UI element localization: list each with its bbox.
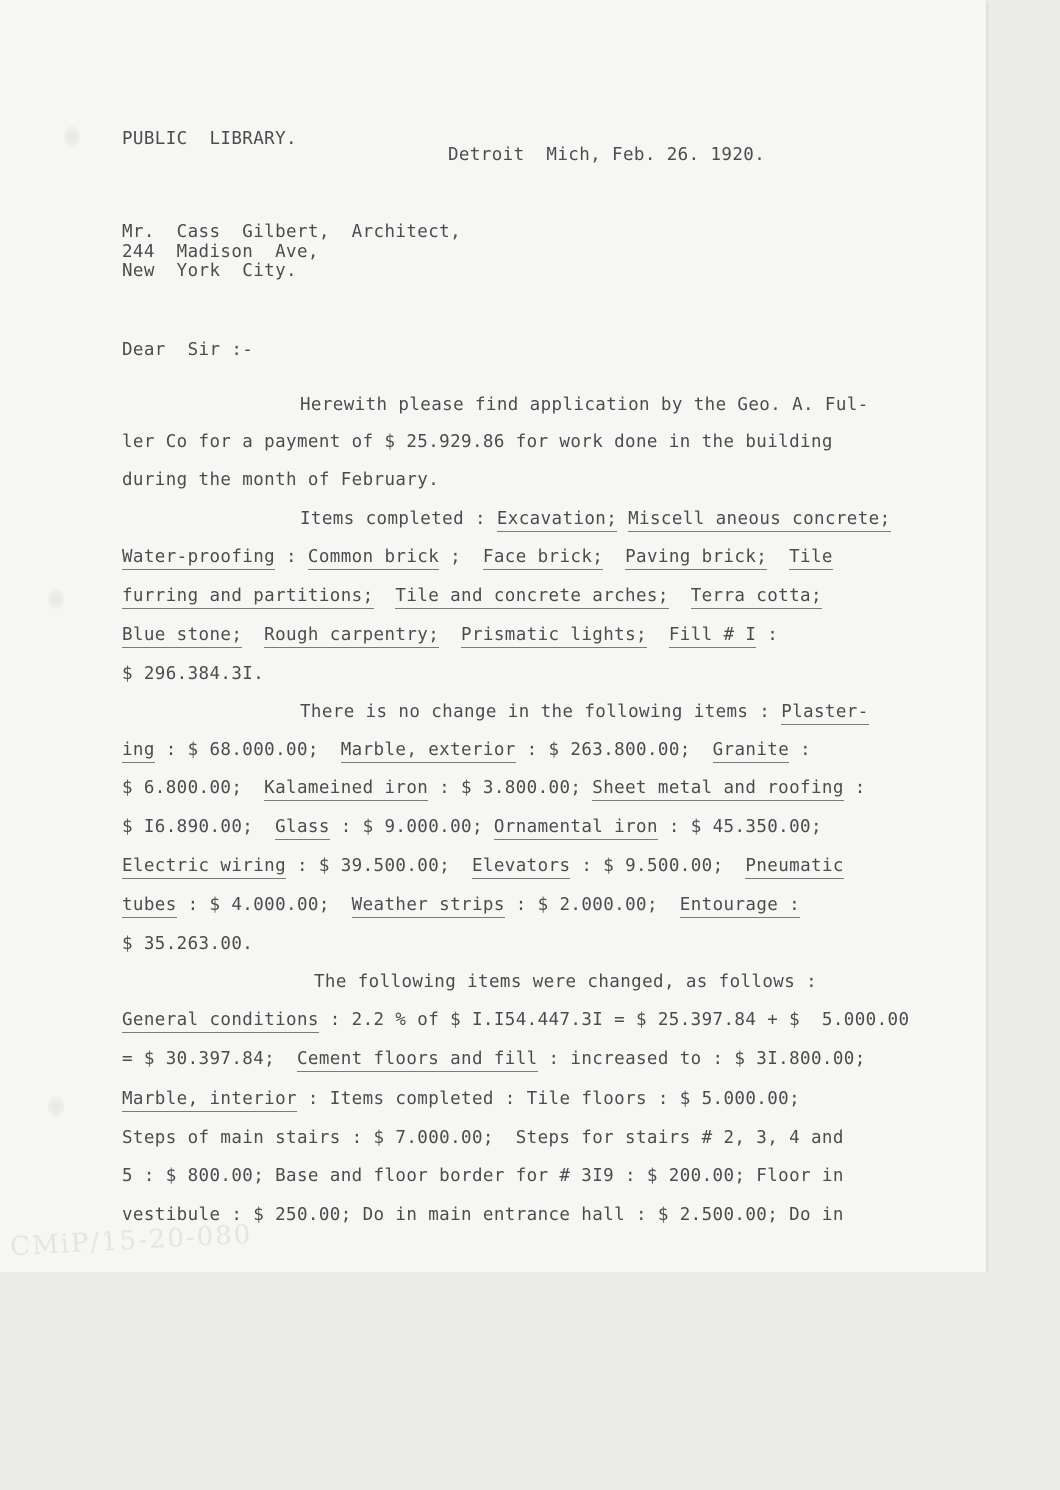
item-weather-strips: Weather strips bbox=[352, 895, 505, 918]
body-line: Blue stone; Rough carpentry; Prismatic lights; Fill # I : bbox=[122, 627, 778, 645]
item-marble-interior: Marble, interior bbox=[122, 1089, 297, 1112]
place-date: Detroit Mich, Feb. 26. 1920. bbox=[448, 145, 766, 165]
salutation: Dear Sir :- bbox=[122, 340, 254, 360]
item-glass: Glass bbox=[275, 817, 330, 840]
item-sheet-metal: Sheet metal and roofing bbox=[592, 778, 844, 801]
body-line: $ I6.890.00; Glass : $ 9.000.00; Ornamental iron : $ 45.350.00; bbox=[122, 819, 822, 837]
letterhead-org: PUBLIC LIBRARY. bbox=[122, 129, 297, 149]
body-line: General conditions : 2.2 % of $ I.I54.447.3I = $ 25.397.84 + $ 5.000.00 bbox=[122, 1012, 909, 1030]
archive-stamp: CMiP/15-20-080 bbox=[9, 1219, 254, 1263]
scan-backdrop bbox=[0, 1272, 1060, 1490]
body-line: ing : $ 68.000.00; Marble, exterior : $ 263.800.00; Granite : bbox=[122, 742, 811, 760]
item-electric-wiring: Electric wiring bbox=[122, 856, 286, 879]
item-waterproofing: Water-proofing bbox=[122, 547, 275, 570]
body-line: Steps of main stairs : $ 7.000.00; Steps for stairs # 2, 3, 4 and bbox=[122, 1128, 844, 1148]
address-line-3: New York City. bbox=[122, 261, 297, 281]
address-line-1: Mr. Cass Gilbert, Architect, bbox=[122, 222, 462, 242]
body-line: during the month of February. bbox=[122, 470, 440, 490]
item-paving-brick: Paving brick; bbox=[625, 547, 767, 570]
item-plastering-cont: ing bbox=[122, 740, 155, 763]
address-line-2: 244 Madison Ave, bbox=[122, 242, 319, 262]
item-terra-cotta: Terra cotta; bbox=[691, 586, 822, 609]
item-rough-carpentry: Rough carpentry; bbox=[264, 625, 439, 648]
punch-hole bbox=[64, 126, 80, 148]
completed-total: $ 296.384.3I. bbox=[122, 664, 265, 684]
body-line: Herewith please find application by the Geo. A. Ful- bbox=[300, 395, 869, 415]
item-ornamental-iron: Ornamental iron bbox=[494, 817, 658, 840]
item-prismatic-lights: Prismatic lights; bbox=[461, 625, 647, 648]
item-tile-arches: Tile and concrete arches; bbox=[395, 586, 668, 609]
item-granite: Granite bbox=[713, 740, 790, 763]
body-line: $ 6.800.00; Kalameined iron : $ 3.800.00; Sheet metal and roofing : bbox=[122, 780, 866, 798]
item-kalameined-iron: Kalameined iron bbox=[264, 778, 428, 801]
body-line: There is no change in the following items : Plaster- bbox=[300, 704, 869, 722]
item-general-conditions: General conditions bbox=[122, 1010, 319, 1033]
item-pneumatic-tubes-cont: tubes bbox=[122, 895, 177, 918]
item-excavation: Excavation; bbox=[497, 509, 617, 532]
body-line: = $ 30.397.84; Cement floors and fill : increased to : $ 3I.800.00; bbox=[122, 1051, 866, 1069]
body-line bbox=[122, 588, 822, 606]
item-fill: Fill # I bbox=[669, 625, 757, 648]
item-face-brick: Face brick; bbox=[483, 547, 603, 570]
item-furring: furring and partitions; bbox=[122, 586, 374, 609]
body-line: Water-proofing : Common brick ; Face brick; Paving brick; Tile bbox=[122, 549, 833, 567]
body-line: ler Co for a payment of $ 25.929.86 for work done in the building bbox=[122, 432, 833, 452]
body-line: The following items were changed, as follows : bbox=[314, 972, 818, 992]
item-common-brick: Common brick bbox=[308, 547, 439, 570]
body-line: Electric wiring : $ 39.500.00; Elevators : $ 9.500.00; Pneumatic bbox=[122, 858, 844, 876]
body-line: Marble, interior : Items completed : Tile floors : $ 5.000.00; bbox=[122, 1091, 800, 1109]
body-line: 5 : $ 800.00; Base and floor border for # 3I9 : $ 200.00; Floor in bbox=[122, 1166, 844, 1186]
body-line: tubes : $ 4.000.00; Weather strips : $ 2.000.00; Entourage : bbox=[122, 897, 800, 915]
punch-hole bbox=[48, 588, 64, 610]
item-blue-stone: Blue stone; bbox=[122, 625, 242, 648]
item-entourage: Entourage : bbox=[680, 895, 800, 918]
item-cement-floors: Cement floors and fill bbox=[297, 1049, 538, 1072]
body-line: $ 35.263.00. bbox=[122, 934, 254, 954]
item-pneumatic-tubes: Pneumatic bbox=[745, 856, 843, 879]
item-plastering: Plaster- bbox=[781, 702, 869, 725]
item-misc-concrete: Miscell aneous concrete; bbox=[628, 509, 890, 532]
body-line: vestibule : $ 250.00; Do in main entrance hall : $ 2.500.00; Do in bbox=[122, 1205, 844, 1225]
item-tile: Tile bbox=[789, 547, 833, 570]
item-marble-exterior: Marble, exterior bbox=[341, 740, 516, 763]
body-line: Items completed : Excavation; Miscell aneous concrete; bbox=[300, 511, 891, 529]
punch-hole bbox=[48, 1096, 64, 1118]
item-elevators: Elevators bbox=[472, 856, 570, 879]
